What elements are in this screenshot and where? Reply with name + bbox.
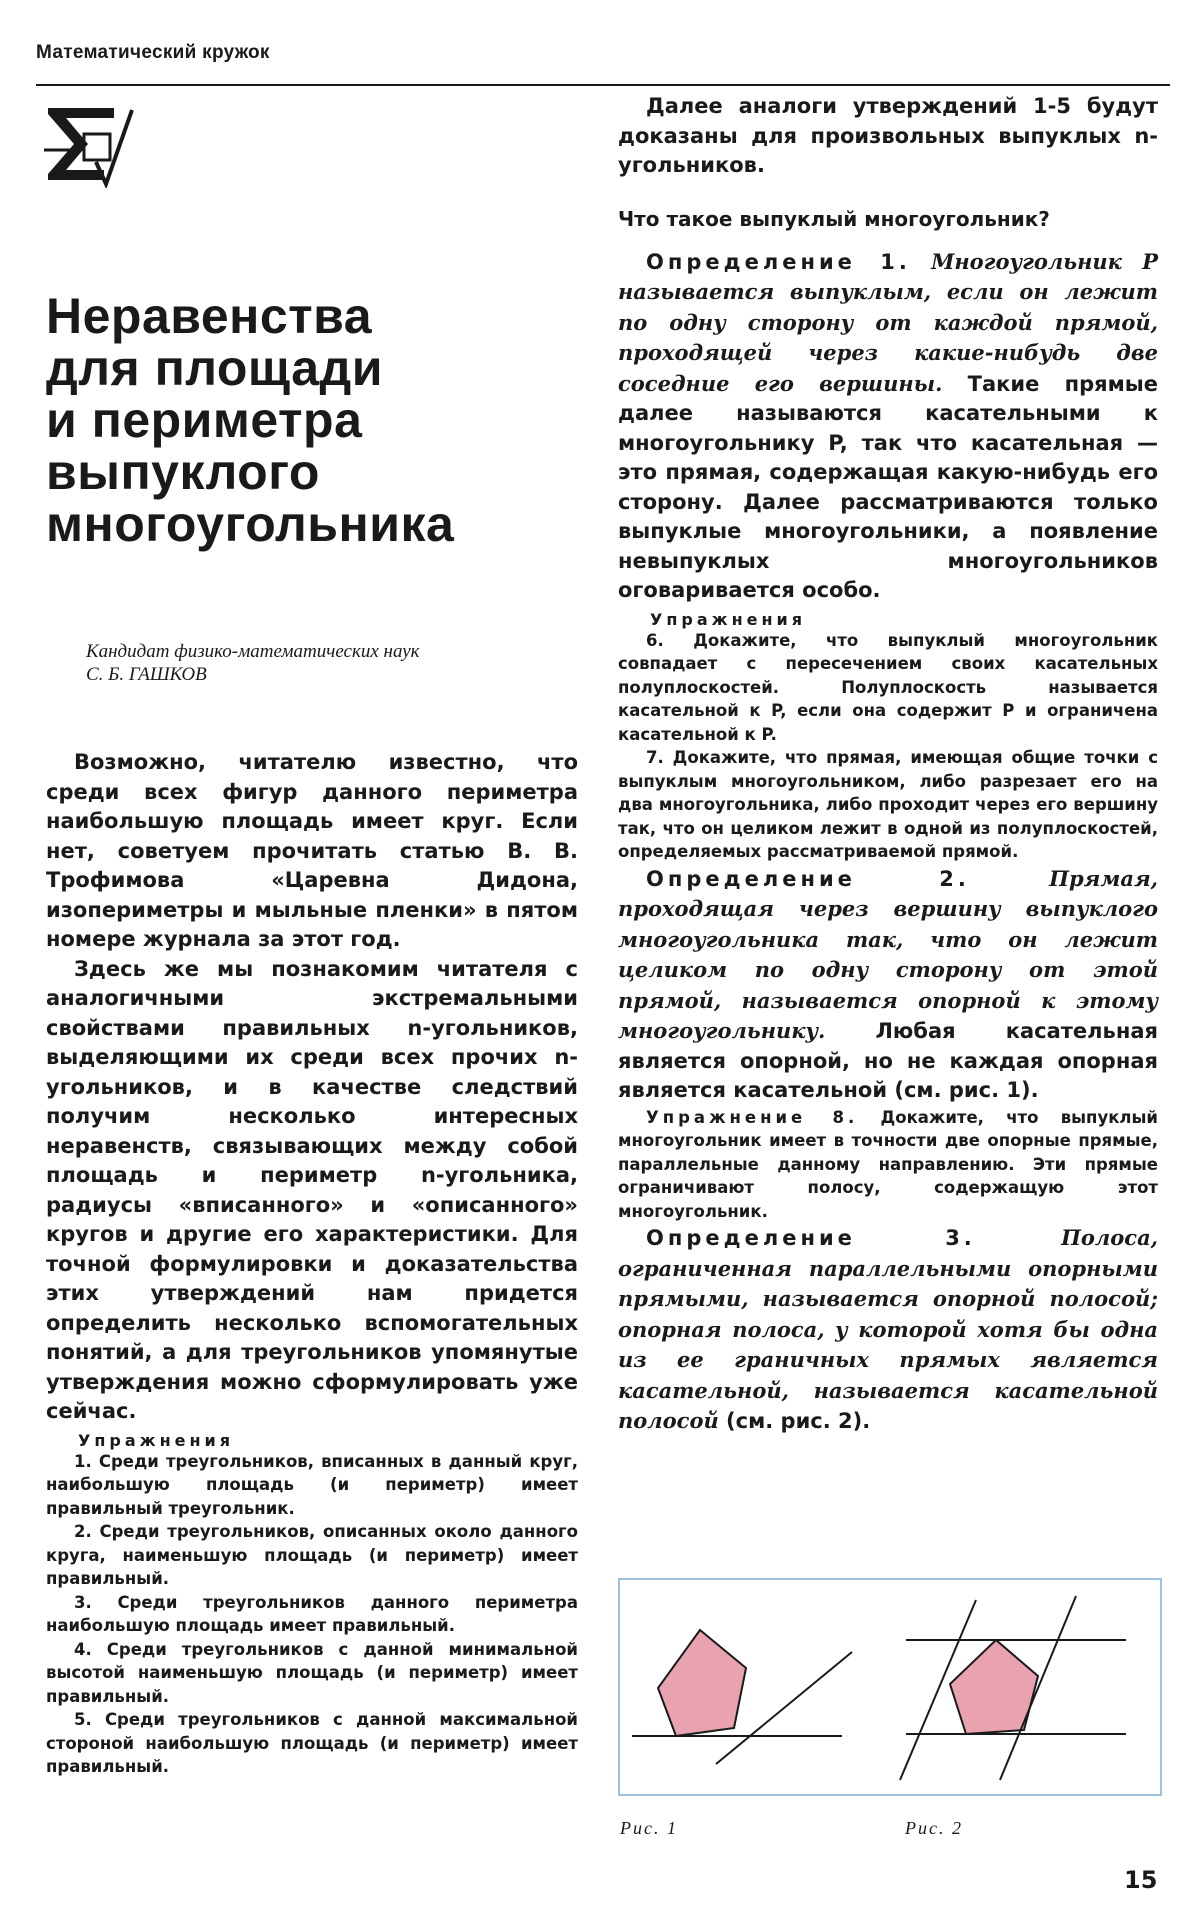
figure-2-caption: Рис. 2 [905,1818,963,1838]
definition-text: Прямая, проходящая через вершину выпуклого многоугольника так, что он лежит целиком по одну сторону от этой прямой, называется опорной к этому многоугольнику. [618,865,1158,1043]
exercises-heading: Упражнения [650,609,807,629]
paragraph: Возможно, читателю известно, что среди всех фигур данного периметра наибольшую площадь имеет круг. Если нет, советуем прочитать статью В. В. Трофимова «Царевна Дидона, изопериметры и мыльные пленки» в пятом номере журнала за этот год. [46,750,578,951]
exercise-item: 5. Среди треугольников с данной максимальной стороной наибольшую площадь (и периметр) имеет правильный. [46,1710,578,1776]
definition-rest: Такие прямые далее называются касательными к многоугольнику P, так что касательная — это прямая, содержащая какую-нибудь его сторону. Далее рассматриваются только выпуклые многоугольники, а появление невыпуклых многоугольников оговаривается особо. [618,371,1158,602]
exercise-8 [618,1106,1158,1224]
definition-rest: (см. рис. 2). [726,1409,871,1433]
header-rule [36,84,1170,86]
exercise-item: 2. Среди треугольников, описанных около данного круга, наименьшую площадь (и периметр) имеет правильный. [46,1522,578,1588]
figures-svg [620,1580,1160,1794]
definition-label: Определение 3. [646,1226,976,1250]
exercise-item: 7. Докажите, что прямая, имеющая общие точки с выпуклым многоугольником, либо разрезает его на два многоугольника, либо проходит через его вершину так, что он целиком лежит в одной из полуплоскостей, определяемых рассматриваемой прямой. [618,748,1158,861]
title-line: многоугольника [46,496,455,552]
exercise-text: Докажите, что выпуклый многоугольник имеет в точности две опорные прямые, параллельные данному направлению. Эти прямые ограничивают полосу, содержащую этот многоугольник. [618,1107,1158,1221]
sigma-logo-icon [44,104,134,188]
exercise-item: 6. Докажите, что выпуклый многоугольник совпадает с пересечением своих касательных полуплоскостей. Полуплоскость называется касательной к P, если она содержит P и ограничена касательной к P. [618,630,1158,744]
title-line: выпуклого [46,444,320,500]
author-block [86,640,578,686]
definition-text: Полоса, ограниченная параллельными опорными прямыми, называется опорной полосой; опорная полоса, у которой хотя бы одна из ее граничных прямых является касательной, называется касательной полосой [618,1225,1158,1433]
author-degree: Кандидат физико-математических наук [86,641,420,662]
left-column [46,290,578,1779]
definition-2 [618,864,1158,1106]
exercises-heading: Упражнения [78,1430,235,1450]
section-header: Математический кружок [36,42,270,63]
section-subheading: Что такое выпуклый многоугольник? [618,206,1050,231]
definition-1 [618,247,1158,606]
title-line: Неравенства [46,288,373,344]
page-number: 15 [1124,1866,1158,1894]
exercise-item: 3. Среди треугольников данного периметра наибольшую площадь имеет правильный. [46,1592,578,1635]
definition-text: Многоугольник P называется выпуклым, если он лежит по одну сторону от каждой прямой, проходящей через какие-нибудь две соседние его вершины. [618,248,1158,396]
exercise-item: 1. Среди треугольников, вписанных в данный круг, наибольшую площадь (и периметр) имеет правильный треугольник. [46,1451,578,1518]
author-name: С. Б. ГАШКОВ [86,664,207,685]
definition-label: Определение 2. [646,866,970,891]
title-line: для площади [46,340,383,396]
paragraph: Далее аналоги утверждений 1-5 будут доказаны для произвольных выпуклых n-угольников. [618,94,1158,177]
figure-1-caption: Рис. 1 [620,1818,678,1838]
figure-frame [618,1578,1162,1796]
definition-rest: Любая касательная является опорной, но не каждая опорная является касательной (см. рис. 1). [618,1019,1158,1102]
article-title [46,290,578,550]
pentagon-fig1 [658,1630,746,1736]
title-line: и периметра [46,392,363,448]
definition-label: Определение 1. [646,249,911,274]
definition-3 [618,1223,1158,1437]
paragraph: Здесь же мы познакомим читателя с аналогичными экстремальными свойствами правильных n-угольников, выделяющими их среди всех прочих n-угольников, и в качестве следствий получим несколько интересных неравенств, связывающих между собой площадь и периметр n-угольника, радиусы «вписанного» и «описанного» кругов и другие его характеристики. Для точной формулировки и доказательства этих утверждений нам придется определить несколько вспомогательных понятий, а для треугольников упомянутые утверждения можно сформулировать уже сейчас. [46,956,578,1423]
exercise-item: 4. Среди треугольников с данной минимальной высотой наименьшую площадь (и периметр) имеет правильный. [46,1639,578,1706]
right-column [618,92,1158,1437]
exercise-label: Упражнение 8. [646,1107,859,1127]
